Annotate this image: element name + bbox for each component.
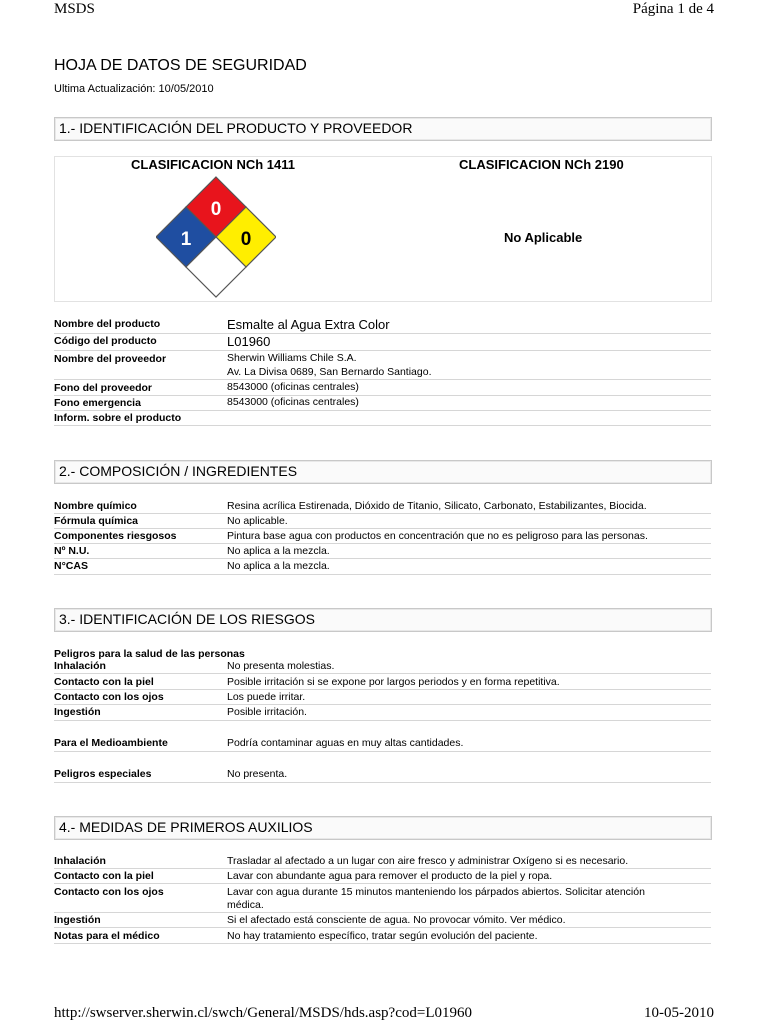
print-page-number: Página 1 de 4 xyxy=(632,1,714,17)
row-divider xyxy=(54,333,711,334)
supplier-address-value: Av. La Divisa 0689, San Bernardo Santiago. xyxy=(227,366,432,378)
un-number-value: No aplica a la mezcla. xyxy=(227,545,330,557)
aid-skin-label: Contacto con la piel xyxy=(54,870,154,882)
product-code-value: L01960 xyxy=(227,334,271,349)
product-code-label: Código del producto xyxy=(54,335,157,347)
aid-inhalation-label: Inhalación xyxy=(54,855,106,867)
hazardous-components-value: Pintura base agua con productos en concentración que no es peligroso para las personas. xyxy=(227,530,648,542)
supplier-name-label: Nombre del proveedor xyxy=(54,353,167,365)
row-divider xyxy=(54,673,711,674)
chemical-name-value: Resina acrílica Estirenada, Dióxido de Titanio, Silicato, Carbonato, Estabilizantes, Biocida. xyxy=(227,500,647,512)
health-hazards-label: Peligros para la salud de las personas xyxy=(54,648,245,660)
risk-inhalation-value: No presenta molestias. xyxy=(227,660,335,672)
chemical-formula-label: Fórmula química xyxy=(54,515,139,527)
section-2-header xyxy=(54,460,712,484)
cas-number-value: No aplica a la mezcla. xyxy=(227,560,330,572)
cas-number-label: N°CAS xyxy=(54,560,88,572)
row-divider xyxy=(54,751,711,752)
print-footer-url: http://swserver.sherwin.cl/swch/General/MSDS/hds.asp?cod=L01960 xyxy=(54,1005,472,1021)
row-divider xyxy=(54,689,711,690)
section-3-title: 3.- IDENTIFICACIÓN DE LOS RIESGOS xyxy=(59,611,315,627)
chemical-formula-value: No aplicable. xyxy=(227,515,288,527)
print-footer-date: 10-05-2010 xyxy=(644,1005,714,1021)
doctor-notes-value: No hay tratamiento específico, tratar según evolución del paciente. xyxy=(227,930,538,942)
row-divider xyxy=(54,943,711,944)
nch2190-title: CLASIFICACION NCh 2190 xyxy=(459,157,624,172)
supplier-name-value: Sherwin Williams Chile S.A. xyxy=(227,352,357,364)
row-divider xyxy=(54,782,711,783)
aid-ingestion-value: Si el afectado está consciente de agua. No provocar vómito. Ver médico. xyxy=(227,914,566,926)
last-updated: Ultima Actualización: 10/05/2010 xyxy=(54,83,214,95)
section-4-title: 4.- MEDIDAS DE PRIMEROS AUXILIOS xyxy=(59,819,313,835)
special-hazards-value: No presenta. xyxy=(227,768,288,780)
section-3-header xyxy=(54,608,712,632)
nch2190-value: No Aplicable xyxy=(504,230,583,245)
row-divider xyxy=(54,410,711,411)
nfpa-flammability-value: 0 xyxy=(210,199,222,220)
aid-ingestion-label: Ingestión xyxy=(54,914,101,926)
nch1411-title: CLASIFICACION NCh 1411 xyxy=(131,157,295,172)
risk-ingestion-value: Posible irritación. xyxy=(227,706,307,718)
aid-eyes-value: Lavar con agua durante 15 minutos manteniendo los párpados abiertos. Solicitar atención xyxy=(227,886,645,898)
row-divider xyxy=(54,395,711,396)
special-hazards-label: Peligros especiales xyxy=(54,768,152,780)
row-divider xyxy=(54,927,711,928)
product-name-value: Esmalte al Agua Extra Color xyxy=(227,317,390,332)
aid-inhalation-value: Trasladar al afectado a un lugar con aire fresco y administrar Oxígeno si es necesario. xyxy=(227,855,629,867)
row-divider xyxy=(54,379,711,380)
row-divider xyxy=(54,425,711,426)
print-header-title: MSDS xyxy=(54,1,95,17)
section-4-header xyxy=(54,816,712,840)
row-divider xyxy=(54,513,711,514)
risk-inhalation-label: Inhalación xyxy=(54,660,106,672)
product-info-label: Inform. sobre el producto xyxy=(54,412,182,424)
emergency-phone-label: Fono emergencia xyxy=(54,397,141,409)
nfpa-health-value: 1 xyxy=(180,229,192,250)
page-title: HOJA DE DATOS DE SEGURIDAD xyxy=(54,57,307,74)
row-divider xyxy=(54,912,711,913)
row-divider xyxy=(54,543,711,544)
nfpa-diamond-icon xyxy=(156,175,276,299)
section-2-title: 2.- COMPOSICIÓN / INGREDIENTES xyxy=(59,463,298,479)
un-number-label: Nº N.U. xyxy=(54,545,90,557)
aid-eyes-value-cont: médica. xyxy=(227,899,264,911)
row-divider xyxy=(54,558,711,559)
emergency-phone-value: 8543000 (oficinas centrales) xyxy=(227,396,359,408)
environment-value: Podría contaminar aguas en muy altas cantidades. xyxy=(227,737,464,749)
risk-eyes-label: Contacto con los ojos xyxy=(54,691,164,703)
row-divider xyxy=(54,350,711,351)
aid-skin-value: Lavar con abundante agua para remover el producto de la piel y ropa. xyxy=(227,870,553,882)
risk-skin-label: Contacto con la piel xyxy=(54,676,154,688)
row-divider xyxy=(54,720,711,721)
aid-eyes-label: Contacto con los ojos xyxy=(54,886,164,898)
chemical-name-label: Nombre químico xyxy=(54,500,137,512)
product-name-label: Nombre del producto xyxy=(54,318,161,330)
row-divider xyxy=(54,704,711,705)
supplier-phone-value: 8543000 (oficinas centrales) xyxy=(227,381,359,393)
risk-ingestion-label: Ingestión xyxy=(54,706,101,718)
hazardous-components-label: Componentes riesgosos xyxy=(54,530,177,542)
row-divider xyxy=(54,868,711,869)
risk-eyes-value: Los puede irritar. xyxy=(227,691,306,703)
row-divider xyxy=(54,574,711,575)
supplier-phone-label: Fono del proveedor xyxy=(54,382,153,394)
section-1-title: 1.- IDENTIFICACIÓN DEL PRODUCTO Y PROVEEDOR xyxy=(59,120,413,136)
row-divider xyxy=(54,528,711,529)
doctor-notes-label: Notas para el médico xyxy=(54,930,160,942)
row-divider xyxy=(54,883,711,884)
nfpa-reactivity-value: 0 xyxy=(240,229,252,250)
risk-skin-value: Posible irritación si se expone por largos periodos y en forma repetitiva. xyxy=(227,676,560,688)
environment-label: Para el Medioambiente xyxy=(54,737,168,749)
classification-panel xyxy=(54,156,712,302)
section-1-header xyxy=(54,117,712,141)
